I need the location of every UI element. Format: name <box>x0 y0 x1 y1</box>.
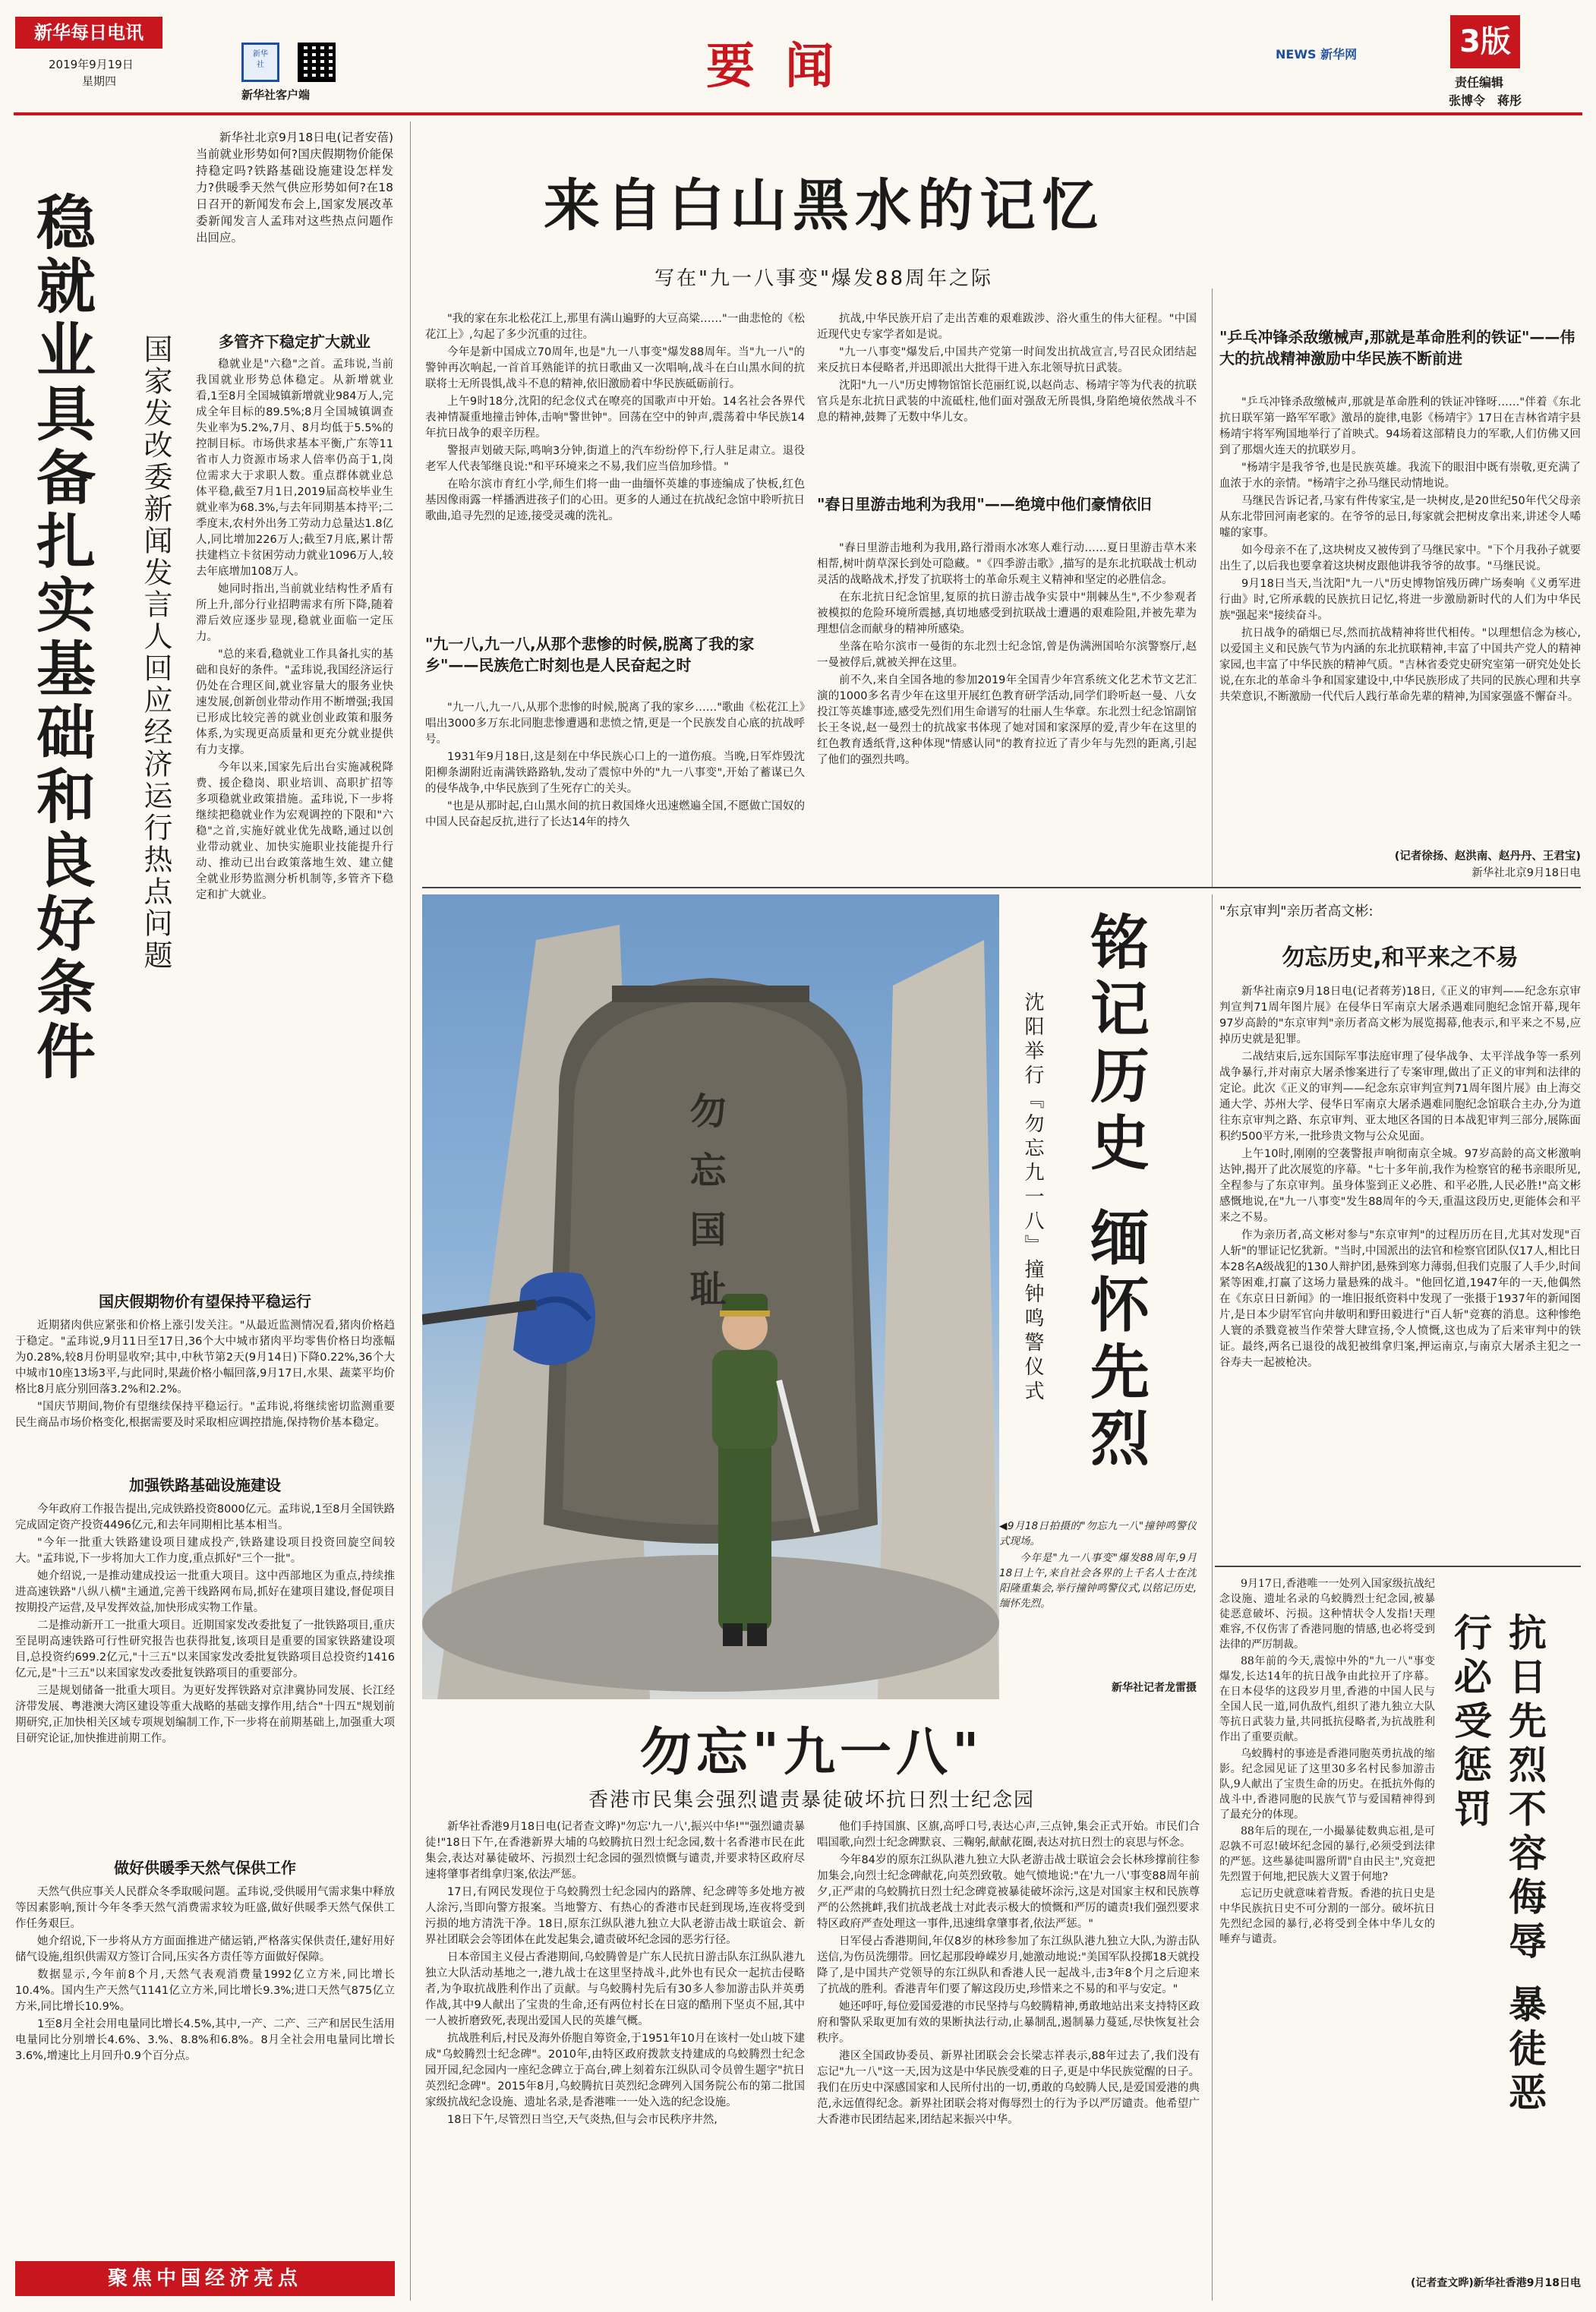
left-sec1-body: 稳就业是"六稳"之首。孟玮说,当前我国就业形势总体稳定。从新增就业看,1至8月全国城镇新增就业984万人,完成全年目标的89.5%;8月全国城镇调查失业率为5.2%,7月、8月均低于5.5%的控制目标。市场供求基本平衡,广东等11省市人力资源市场求人倍率仍高于1,岗位需求大于求职人数。重点群体就业总体平稳,截至7月1日,2019届高校毕业生就业率为68.3%,与去年同期基本持平;二季度末,农村外出务工劳动力总量达1.8亿人,同比增加226万人;截至7月底,累计帮扶建档立卡贫困劳动力就业1096万人,较去年底增加108万人。 她同时指出,当前就业结构性矛盾有所上升,部分行业招聘需求有所下降,随着滞后效应逐步显现,稳就业面临一定压力。 "总的来看,稳就业工作具备扎实的基础和良好的条件。"孟玮说,我国经济运行仍处在合理区间,就业容量大的服务业快速发展,创新创业带动作用不断增强;我国已形成比较完善的就业创业政策和服务体系,为实现更高质量和更充分就业提供有力支撑。 今年以来,国家先后出台实施减税降费、援企稳岗、职业培训、高职扩招等多项稳就业政策措施。孟玮说,下一步将继续把稳就业作为宏观调控的下限和"六稳"之首,实施好就业优先战略,通过以创业带动就业、加快实施职业技能提升行动、推动已出台政策落地生效、建立健全就业形势监测分析机制等,多管齐下稳定和扩大就业。 <box>196 358 393 901</box>
main-col1-after: "九一八,九一八,从那个悲惨的时候,脱离了我的家乡……"歌曲《松花江上》唱出3000多万东北同胞悲惨遭遇和悲愤之情,更是一个民族发自心底的抗战呼号。 1931年9月18日,这是刻在中华民族心口上的一道伤痕。当晚,日军炸毁沈阳柳条湖附近南满铁路路轨,发动了震惊中外的"九一八事变",开始了蓄谋已久的侵华战争,中华民族到了生死存亡的关头。 "也是从那时起,白山黑水间的抗日救国烽火迅速燃遍全国,不愿做亡国奴的中国人民奋起反抗,进行了长达14年的持久 <box>425 702 805 828</box>
column-divider <box>1212 289 1213 888</box>
left-sec3-body: 今年政府工作报告提出,完成铁路投资8000亿元。孟玮说,1至8月全国铁路完成固定资产投资4496亿元,和去年同期相比基本相当。 "今年一批重大铁路建设项目建成投产,铁路建设项目投资回旋空间较大。"孟玮说,下一步将加大工作力度,重点抓好"三个一批"。 她介绍说,一是推动建成投运一批重大项目。这中西部地区为重点,持续推进高速铁路"八纵八横"主通道,完善干线路网布局,抓好在建项目建设,督促项目按期投产运营,及早发挥效益,加快形成实物工作量。 二是推动新开工一批重大项目。近期国家发改委批复了一批铁路项目,重庆至昆明高速铁路可行性研究报告也获得批复,该项目是重要的国家铁路建设项目,总投资约699.2亿元,"十三五"以来国家发改委批复铁路项目总投资约1416亿元,是"十三五"以来国家发改委批复铁路项目的重要部分。 三是规划储备一批重大项目。为更好发挥铁路对京津冀协同发展、长江经济带发展、粤港澳大湾区建设等重大战略的基础支撑作用,结合"十四五"规划前期研究,正加快相关区域专项规划编制工作,下一步将在前期基础上,加强重大项目研究论证,加快推进前期工作。 <box>15 1503 395 1745</box>
tokyo-headline: 勿忘历史,和平来之不易 <box>1282 945 1519 971</box>
main-col3-subhead: "乒乓冲锋杀敌缴械声,那就是革命胜利的铁证"——伟大的抗战精神激励中华民族不断前进 <box>1219 328 1575 367</box>
editor-label: 责任编辑 <box>1455 75 1504 90</box>
hk-headline: 勿忘"九一八" <box>639 1722 984 1783</box>
hk2-headline: 抗日先烈不容侮辱 暴徒恶行必受惩罚 <box>1448 1613 1547 2117</box>
main-col2-after: "舂日里游击地利为我用,路行滑雨水冰寒人难行动……夏日里游击草木来相帮,树叶荫草深长到处可隐藏。"《四季游击歌》,描写的是东北抗联战士机动灵活的战略战术,抒发了抗联将士的革命乐观主义精神和坚定的必胜信念。 在东北抗日纪念馆里,复原的抗日游击战争实景中"荆棘丛生",不少参观者被模拟的危险环境所震撼,真切地感受到抗联战士遭遇的艰难险阻,并被先辈为理想信念而献身的精神所感染。 坐落在哈尔滨市一曼街的东北烈士纪念馆,曾是伪满洲国哈尔滨警察厅,赵一曼被俘后,就被关押在这里。 前不久,来自全国各地的参加2019年全国青少年宫系统文化艺术节文艺汇演的1000多名青少年在这里开展红色教育研学活动,同学们聆听赵一曼、八女投江等英雄事迹,感受先烈们用生命谱写的壮丽人生华章。东北烈士纪念馆副馆长王冬说,赵一曼烈士的抗战家书体现了她对国和家深厚的爱,青少年在这里的红色教育透纸背,这种体现"情感认同"的教育拉近了青少年与先烈的距离,引起了他们的强烈共鸣。 <box>817 542 1197 766</box>
photo-caption: ◀9月18日拍摄的"勿忘九一八"撞钟鸣警仪式现场。 今年是"九一八事变"爆发88周年,9月18日上午,来自社会各界的上千名人士在沈阳隆重集会,举行撞钟鸣警仪式,以铭记历史,缅怀先烈。 <box>999 1520 1197 1610</box>
issue-weekday: 星期四 <box>82 74 117 88</box>
left-headline: 稳就业具备扎实基础和良好条件 <box>27 191 95 1084</box>
tokyo-body: 新华社南京9月18日电(记者蒋芳)18日,《正义的审判——纪念东京审判宣判71周年图片展》在侵华日军南京大屠杀遇难同胞纪念馆开幕,现年97岁高龄的"东京审判"亲历者高文彬为展览揭幕,他表示,和平来之不易,应掉历史就是犯罪。 二战结束后,远东国际军事法庭审理了侵华战争、太平洋战争等一系列战争暴行,并对南京大屠杀惨案进行了专案审理,做出了正义的审判和法律的定论。此次《正义的审判——纪念东京审判宣判71周年图片展》由上海交通大学、苏州大学、侵华日军南京大屠杀遇难同胞纪念馆联合主办,分为道往东京审判之路、东京审判、亚太地区各国的日本战犯审判三部分,展陈面积约500平方米,一批珍贵文物与公众见面。 上午10时,刚刚的空袭警报声响彻南京全城。97岁高龄的高文彬激响达钟,揭开了此次展览的序幕。"七十多年前,我作为检察官的秘书亲眼所见,全程参与了东京审判。虽身体鉴到正义必胜、和平必胜,人民必胜!"高文彬感慨地说,在"九一八事变"发生88周年的今天,重温这段历史,更能体会和平来之不易。 作为亲历者,高文彬对参与"东京审判"的过程历历在目,尤其对发现"百人斩"的罪证记忆犹新。"当时,中国派出的法官和检察官团队仅17人,相比日本28名A级战犯的130人辩护团,悬殊到寒力薄弱,但我们克服了人手少,时间紧等困难,打赢了这场力量悬殊的战斗。"他回忆道,1947年的一天,他偶然在《东京日日新闻》的一堆旧报纸资料中发现了一张摄于1937年的新闻图片,是日本少尉军官向井敏明和野田毅进行"百人斩"竞赛的消息。这种惨绝人寰的杀戮竟被当作荣誉大肆宣扬,令人愤慨,这也成为了后来审判中的铁证。最终,两名已退役的战犯被缉拿归案,押运南京,与南京大屠杀主犯之一谷寿夫一起被枪决。 <box>1219 986 1581 1369</box>
main-col2-body: 抗战,中华民族开启了走出苦难的艰难跋涉、浴火重生的伟大征程。"中国近现代史专家学者如是说。 "九一八事变"爆发后,中国共产党第一时间发出抗战宣言,号召民众团结起来反抗日本侵略者,并迅即派出大批得干进入东北领导抗日武装。 沈阳"九一八"历史博物馆馆长范丽红说,以赵尚志、杨靖宇等为代表的抗联官兵是东北抗日武装的中流砥柱,他们面对强敌无所畏惧,身陷绝境依然战斗不息的精神,鼓舞了无数中华儿女。 <box>817 313 1197 424</box>
left-sec1-heading: 多管齐下稳定扩大就业 <box>219 333 371 351</box>
hk-col1: 新华社香港9月18日电(记者查文晔)"勿忘'九一八',振兴中华!""强烈谴责暴徒!"18日下午,在香港新界大埔的乌蛟腾抗日烈士纪念园,数十名香港市民在此集会,表达对暴徒破坏、污损烈士纪念园的强烈愤慨与谴责,并要求特区政府尽速将肇事者缉拿归案,依法严惩。 17日,有网民发现位于乌蛟腾烈士纪念园内的路牌、纪念碑等多处地方被人涂污,当即向警方报案。当地警方、有热心的香港市民赶到现场,连夜将受到污损的地方清洗干净。18日,原东江纵队港九独立大队老游击战士联谊会、新界社团联会会等团体在此发起集会,谴责破坏纪念园的恶劣行径。 日本帝国主义侵占香港期间,乌蛟腾曾是广东人民抗日游击队东江纵队港九独立大队活动基地之一,港九战士在这里坚持战斗,此外也有民众一起抗击侵略者,为争取抗战胜利作出了贡献。与乌蛟腾村先后有30多人参加游击队并英勇作战,其中9人献出了宝贵的生命,还有两位村长在日寇的酷刑下坚贞不屈,其中一人被折磨致死,表现出爱国人民的英雄气概。 抗战胜利后,村民及海外侨胞自筹资金,于1951年10月在该村一处山坡下建成"乌蛟腾烈士纪念碑"。2010年,由特区政府拨款支持建成的乌蛟腾烈士纪念园开园,纪念园内一座纪念碑立于高台,碑上刻着东江纵队司令员曾生题字"抗日英烈纪念碑"。2015年8月,乌蛟腾抗日英烈纪念碑列入国务院公布的第二批国家级抗战纪念设施、遗址名录,是香港唯一一处入选的纪念设施。 18日下午,尽管烈日当空,天气炎热,但与会市民秩序井然, <box>425 1821 805 2126</box>
section-divider <box>1215 1566 1581 1567</box>
page-number-badge: 3版 <box>1450 15 1520 68</box>
main-subheadline: 写在"九一八事变"爆发88周年之际 <box>654 267 993 290</box>
masthead-rule <box>14 112 1582 115</box>
hk2-body: 9月17日,香港唯一一处列入国家级抗战纪念设施、遗址名录的乌蛟腾烈士纪念园,被暴徒恶意破坏、污损。这种情状令人发指!天理难容,不仅伤害了香港同胞的情感,也必将受到法律的严厉制裁。 88年前的今天,震惊中外的"九一八"事变爆发,长达14年的抗日战争由此拉开了序幕。在日本侵华的这段岁月里,香港的中国人民与全国人民一道,同仇敌忾,组织了港九独立大队等抗日武装力量,共同抵抗侵略者,为抗战胜利作出了重要贡献。 乌蛟腾村的事迹是香港同胞英勇抗战的缩影。纪念园见证了这里30多名村民参加游击队,9人献出了宝贵生命的历史。在抵抗外侮的战斗中,香港同胞的民族气节与爱国精神得到了最充分的体现。 88年后的现在,一小撮暴徒数典忘祖,是可忍孰不可忍!破坏纪念园的暴行,必须受到法律的严惩。这些暴徒叫嚣所谓"自由民主",究竟把先烈置于何地,把民族大义置于何地? 忘记历史就意味着背叛。香港的抗日史是中华民族抗日史不可分割的一部分。破坏抗日先烈纪念园的暴行,必将受到全体中华儿女的唾弃与谴责。 <box>1219 1578 1435 1945</box>
left-sec2-heading: 国庆假期物价有望保持平稳运行 <box>99 1292 311 1311</box>
bottom-banner: 聚焦中国经济亮点 <box>15 2261 395 2296</box>
column-divider <box>1212 894 1213 2301</box>
editor-names: 张博令 蒋彤 <box>1449 93 1522 108</box>
tokyo-kicker: "东京审判"亲历者高文彬: <box>1219 904 1374 919</box>
news-logo: NEWS 新华网 <box>1276 47 1358 62</box>
issue-date: 2019年9月19日 <box>49 58 134 71</box>
main-col3-body: "乒乓冲锋杀敌缴械声,那就是革命胜利的铁证冲锋呀……"伴着《东北抗日联军第一路军军歌》激昂的旋律,电影《杨靖宇》17日在吉林省靖宇县杨靖宇将军殉国地举行了首映式。94场着这部精良力的军歌,人们仿佛又回到了那烟火连天的抗联岁月。 "杨靖宇是我爷爷,也是民族英雄。我流下的眼泪中既有崇敬,更充满了血浓于水的亲情。"杨靖宇之孙马继民动情地说。 马继民告诉记者,马家有件传家宝,是一块树皮,是20世纪50年代父母亲从东北带回河南老家的。在爷爷的忌日,每家就会把树皮拿出来,讲述令人唏嘘的家事。 如今母亲不在了,这块树皮又被传到了马继民家中。"下个月我孙子就要出生了,以后我也要拿着这块树皮跟他讲我爷爷的故事。"马继民说。 9月18日当天,当沈阳"九一八"历史博物馆残历碑广场奏响《义勇军进行曲》时,它所承载的民族抗日记忆,将进一步激励新时代的人们为中华民族"强起来"接续奋斗。 抗日战争的硝烟已尽,然而抗战精神将世代相传。"以理想信念为核心,以爱国主义和民族气节为内涵的东北抗联精神,丰富了中国共产党人的精神家园,也丰富了中华民族的精神气质。"吉林省委党史研究室第一研究处处长说,在东北的革命斗争和国家建设中,中华民族形成了共同的民族心理和共享共荣意识,不断激励一代代后人践行革命先辈的精神,为国家强盛不懈奋斗。 <box>1219 396 1581 703</box>
photo-credit: 新华社记者龙雷摄 <box>1112 1682 1197 1694</box>
left-subheadline: 国家发改委新闻发言人回应经济运行热点问题 <box>139 334 172 972</box>
main-dateline: 新华社北京9月18日电 <box>1471 867 1581 879</box>
bell-inscription: 勿忘国耻 <box>683 1092 726 1329</box>
hk2-byline: (记者查文晔)新华社香港9月18日电 <box>1410 2277 1581 2289</box>
photo-vertical-title: 铭记历史 缅怀先烈 <box>1080 911 1150 1475</box>
left-sec4-body: 天然气供应事关人民群众冬季取暖问题。孟玮说,受供暖用气需求集中释放等因素影响,预计今年冬季天然气消费需求较为旺盛,做好供暖季天然气保供工作任务艰巨。 她介绍说,下一步将从方方面面推进产储运销,严格落实保供责任,建好用好储气设施,组织供需双方签订合同,压实各方责任等方面做好保障。 数据显示,今年前8个月,天然气表观消费量1992亿立方米,同比增长10.4%。国内生产天然气1141亿立方米,同比增长9.3%;进口天然气875亿立方米,同比增长10.9%。 1至8月全社会用电量同比增长4.5%,其中,一产、二产、三产和居民生活用电量同比分别增长4.6%、3.%、8.8%和6.8%。8月全社会用电量同比增长3.6%,增速比上月回升0.9个百分点。 <box>15 1886 395 2062</box>
main-col1-subhead: "九一八,九一八,从那个悲惨的时候,脱离了我的家乡"——民族危亡时刻也是人民奋起之时 <box>425 635 755 674</box>
main-headline: 来自白山黑水的记忆 <box>544 173 1104 238</box>
section-title: 要闻 <box>706 38 864 95</box>
left-sec2-body: 近期猪肉供应紧张和价格上涨引发关注。"从最近监测情况看,猪肉价格趋于稳定。"孟玮说,9月11日至17日,36个大中城市猪肉平均零售价格日均涨幅为0.28%,较8月份明显收窄;其中,中秋节第2天(9月14日)下降0.22%,36个大中城市10座13场3平,与此同时,果蔬价格小幅回落,9月17日,水果、蔬菜平均价格比8月底分别回落3.2%和2.2%。 "国庆节期间,物价有望继续保持平稳运行。"孟玮说,将继续密切监测重要民生商品市场价格变化,根据需要及时采取相应调控措施,保持物价基本稳定。 <box>15 1320 395 1429</box>
main-col2-subhead: "舂日里游击地利为我用"——绝境中他们豪情依旧 <box>817 495 1152 513</box>
bell-ceremony-photo <box>422 894 999 1699</box>
photo-vertical-sub: 沈阳举行『勿忘九一八』撞钟鸣警仪式 <box>1021 992 1044 1405</box>
left-sec4-heading: 做好供暖季天然气保供工作 <box>114 1859 296 1877</box>
brand-banner: 新华每日电讯 <box>15 17 162 49</box>
qr-code-icon[interactable] <box>298 43 336 82</box>
section-divider <box>422 887 1581 888</box>
xinhua-client-logo: 新华 社 <box>241 43 279 82</box>
column-divider <box>410 121 411 2301</box>
left-lead: 新华社北京9月18日电(记者安蓓)当前就业形势如何?国庆假期物价能保持稳定吗?铁路基础设施建设怎样发力?供暖季天然气供应形势如何?在18日召开的新闻发布会上,国家发展改革委新闻发言人孟玮对这些热点问题作出回应。 <box>196 131 393 244</box>
left-sec3-heading: 加强铁路基础设施建设 <box>129 1476 281 1494</box>
hk-subheadline: 香港市民集会强烈谴责暴徒破坏抗日烈士纪念园 <box>588 1789 1035 1812</box>
client-label: 新华社客户端 <box>241 88 311 102</box>
hk-col2: 他们手持国旗、区旗,高呼口号,表达心声,三点钟,集会正式开始。市民们合唱国歌,向烈士纪念碑默哀、三鞠躬,献献花圈,表达对抗日烈士的哀思与怀念。 今年84岁的原东江纵队港九独立大队老游击战士联谊会会长林珍撑前往参加集会,向烈士纪念碑献花,向英烈致敬。她气愤地说:"在'九一八'事变88周年前夕,正严肃的乌蛟腾抗日烈士纪念碑竟被暴徒破坏涂污,这是对国家主权和民族尊严的公然挑衅,我们抗战老战士对此表示极大的愤慨和严厉的谴责!我们强烈要求特区政府严查处理这一事件,迅速缉拿肇事者,依法严惩。" 日军侵占香港期间,年仅8岁的林珍参加了东江纵队港九独立大队,为游击队送信,为伤员洗绷带。回忆起那段峥嵘岁月,她激动地说:"美国军队投掷18天就投降了,是中国共产党领导的东江纵队和香港人民一起战斗,击3年8个月之后迎来了抗战的胜利。香港青年们要了解这段历史,珍惜来之不易的和平与安定。" 她还呼吁,每位爱国爱港的市民坚持与乌蛟腾精神,勇敢地站出来支持特区政府和警队采取更加有效的果断执法行动,止暴制乱,遏制暴力蔓延,尽快恢复社会秩序。 港区全国政协委员、新界社团联会会长梁志祥表示,88年过去了,我们没有忘记"九一八"这一天,因为这是中华民族受难的日子,更是中华民族觉醒的日子。我们在历史中深感国家和人民所付出的一切,勇敢的乌蛟腾人民,是爱国爱港的典范,永远值得纪念。新界社团联会将对侮辱烈士的行为予以严厉谴责。他希望广大香港市民团结起来,团结起来振兴中华。 <box>817 1821 1200 2126</box>
main-col1-body: "我的家在东北松花江上,那里有满山遍野的大豆高粱……"一曲悲怆的《松花江上》,勾起了多少沉重的过往。 今年是新中国成立70周年,也是"九一八事变"爆发88周年。当"九一八"的警钟再次响起,一首首耳熟能详的抗日歌曲又一次唱响,战斗在白山黑水间的抗联将士无所畏惧,战斗不息的精神,依旧激励着中华民族砥砺前行。 上午9时18分,沈阳的纪念仪式在嘹亮的国歌声中开始。14名社会各界代表神情凝重地撞击钟体,击响"警世钟"。回荡在空中的钟声,震荡着中华民族14年抗日战争的艰辛历程。 警报声划破天际,鸣响3分钟,街道上的汽车纷纷停下,行人驻足肃立。退役老军人代表邹继良说:"和平环境来之不易,我们应当倍加珍惜。" 在哈尔滨市育红小学,师生们将一曲一曲缅怀英雄的事迹编成了快板,红色基因像雨露一样播洒进孩子们的心田。更多的人通过在抗战纪念馆中聆听抗日歌曲,追寻先烈的足迹,接受灵魂的洗礼。 <box>425 313 805 522</box>
main-byline: (记者徐扬、赵洪南、赵丹丹、王君宝) <box>1394 850 1581 863</box>
